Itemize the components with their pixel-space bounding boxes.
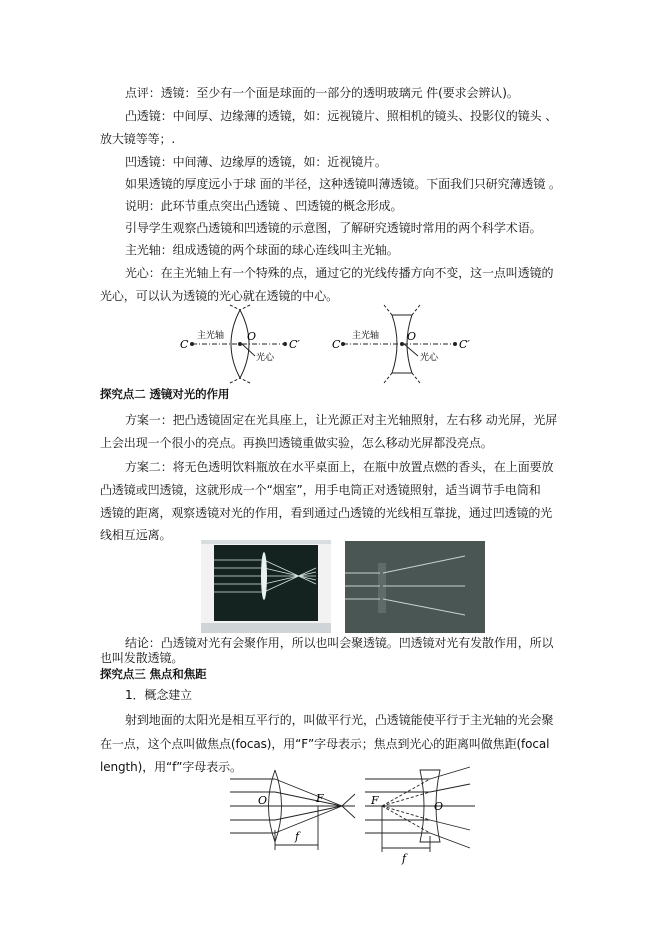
label-o: O [407,330,417,343]
label-f-length: f [295,830,300,843]
text-line: 光心，可以认为透镜的光心就在透镜的中心。 [100,289,339,303]
text-line: 方案一：把凸透镜固定在光具座上，让光源正对主光轴照射，左右移 动光屏，光屏 [125,413,558,427]
text-line: 凸透镜或凹透镜，这就形成一个“烟室”，用手电筒正对透镜照射，适当调节手电筒和 [100,483,541,497]
text-line: 凹透镜：中间薄、边缘厚的透镜，如：近视镜片。 [125,155,387,169]
text-line: 射到地面的太阳光是相互平行的，叫做平行光，凸透镜能使平行于主光轴的光会聚 [125,713,554,727]
label-c: C [332,338,341,351]
text-line: 透镜的距离，观察透镜对光的作用，看到通过凸透镜的光线相互靠拢，通过凹透镜的光 [100,506,553,520]
text-line: 如果透镜的厚度远小于球 面的半径，这种透镜叫薄透镜。下面我们只研究薄透镜 。 [125,177,561,191]
text-line: 线相互远离。 [100,528,172,542]
section-heading: 探究点二 透镜对光的作用 [100,387,230,401]
text-line: 放大镜等等；. [100,132,176,146]
label-c: C [180,338,189,351]
text-line: 说明：此环节重点突出凸透镜 、凹透镜的概念形成。 [125,199,403,213]
text-line: 上会出现一个很小的亮点。再换凹透镜重做实验，怎么移动光屏都没亮点。 [100,436,493,450]
label-o: O [258,794,268,807]
text-line: 方案二：将无色透明饮料瓶放在水平桌面上，在瓶中放置点燃的香头，在上面要放 [125,460,554,474]
text-line: length)，用“f”字母表示。 [100,760,242,774]
label-axis: 主光轴 [352,331,380,341]
label-axis: 主光轴 [197,331,225,341]
conclusion-line: 结论：凸透镜对光有会聚作用，所以也叫会聚透镜。凹透镜对光有发散作用，所以 [125,636,554,650]
text-line: 凸透镜：中间厚、边缘薄的透镜，如：远视镜片、照相机的镜头、投影仪的镜头 、 [125,109,558,123]
label-center: 光心 [256,353,275,363]
convex-lens-photo [201,540,331,633]
text-line: 点评：透镜：至少有一个面是球面的一部分的透明玻璃元 件(要求会辨认)。 [125,86,519,100]
concave-lens-photo [345,541,485,633]
lens-axis-diagram [0,310,661,390]
label-o: O [434,800,444,813]
label-center: 光心 [420,353,439,363]
conclusion-line: 也叫发散透镜。 [100,651,184,665]
text-line: 引导学生观察凸透镜和凹透镜的示意图，了解研究透镜时常用的两个科学术语。 [125,221,542,235]
focus-diagram [0,770,661,865]
label-o: O [247,330,257,343]
text-line: 在一点，这个点叫做焦点(focas)，用“F”字母表示；焦点到光心的距离叫做焦距(focal [100,737,550,751]
label-f-length: f [402,852,407,865]
label-f-point: F [371,794,379,807]
label-c-prime: C′ [289,338,300,351]
label-c-prime: C′ [459,338,470,351]
section-heading: 探究点三 焦点和焦距 [100,667,207,681]
label-f-point: F [316,792,324,805]
subheading: 1．概念建立 [125,688,193,702]
text-line: 主光轴：组成透镜的两个球面的球心连线叫主光轴。 [125,243,399,257]
text-line: 光心：在主光轴上有一个特殊的点，通过它的光线传播方向不变，这一点叫透镜的 [125,266,554,280]
